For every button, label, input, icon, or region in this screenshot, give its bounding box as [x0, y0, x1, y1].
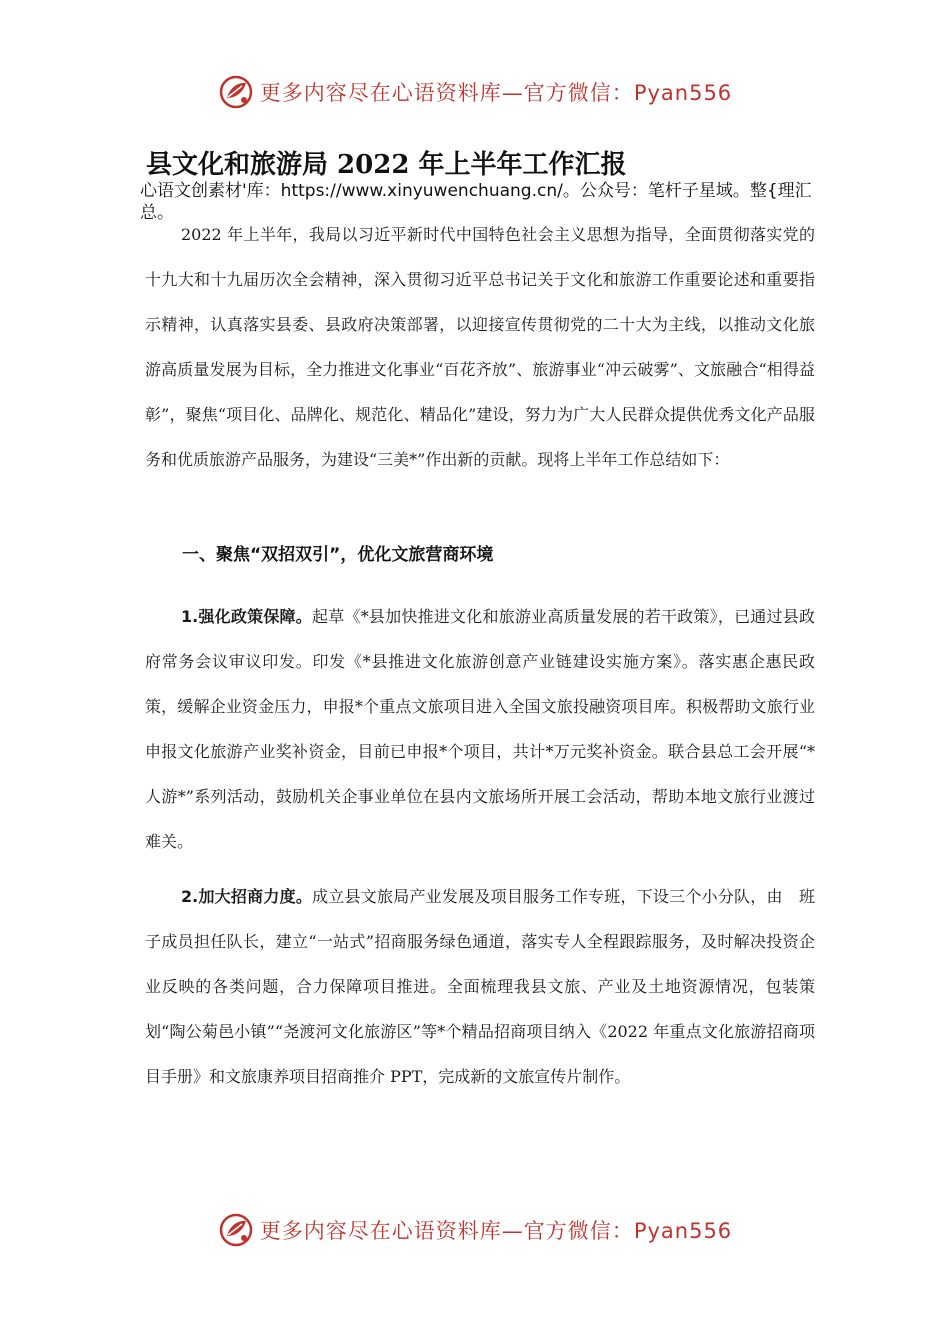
source-note: 心语文创素材'库：https://www.xinyuwenchuang.cn/。公众号：笔杆子星域。整{理汇总。	[140, 181, 812, 223]
red-leaf-logo-icon	[218, 1212, 254, 1248]
header-banner	[0, 68, 950, 116]
banner-text	[260, 1215, 732, 1245]
banner-promo-text: 更多内容尽在心语资料库—官方微信：	[259, 81, 634, 105]
banner-text	[260, 77, 732, 107]
footer-banner	[0, 1206, 950, 1254]
banner-promo-text: 更多内容尽在心语资料库—官方微信：	[259, 1219, 634, 1243]
item-2-text: 成立县文旅局产业发展及项目服务工作专班，下设三个小分队，由 班子成员担任队长，建立“一站式”招商服务绿色通道，落实专人全程跟踪服务，及时解决投资企业反映的各类问题，合力保障项目推进。全面梳理我县文旅、产业及土地资源情况，包装策划“陶公菊邑小镇”“尧渡河文化旅游区”等*个精品招商项目纳入《2022 年重点文化旅游招商项目手册》和文旅康养项目招商推介 PPT，完成新的文旅宣传片制作。	[145, 887, 815, 1086]
item-1-text: 起草《*县加快推进文化和旅游业高质量发展的若干政策》，已通过县政府常务会议审议印发。印发《*县推进文化旅游创意产业链建设实施方案》。落实惠企惠民政策，缓解企业资金压力，申报*个重点文旅项目进入全国文旅投融资项目库。积极帮助文旅行业申报文化旅游产业奖补资金，目前已申报*个项目，共计*万元奖补资金。联合县总工会开展“*人游*”系列活动，鼓励机关企事业单位在县内文旅场所开展工会活动，帮助本地文旅行业渡过难关。	[145, 607, 815, 851]
item-paragraph-2	[145, 874, 815, 1099]
intro-paragraph: 2022 年上半年，我局以习近平新时代中国特色社会主义思想为指导，全面贯彻落实党的十九大和十九届历次全会精神，深入贯彻习近平总书记关于文化和旅游工作重要论述和重要指示精神，认真落实县委、县政府决策部署，以迎接宣传贯彻党的二十大为主线，以推动文化旅游高质量发展为目标，全力推进文化事业“百花齐放”、旅游事业“冲云破雾”、文旅融合“相得益彰”，聚焦“项目化、品牌化、规范化、精品化”建设，努力为广大人民群众提供优秀文化产品服务和优质旅游产品服务，为建设“三美*”作出新的贡献。现将上半年工作总结如下：	[145, 225, 815, 469]
banner-wechat-id: Pyan556	[633, 81, 733, 105]
section-heading: 一、聚焦“双招双引”，优化文旅营商环境	[182, 545, 494, 565]
banner-wechat-id: Pyan556	[633, 1219, 733, 1243]
item-2-lead: 2.加大招商力度。	[181, 887, 313, 906]
red-leaf-logo-icon	[218, 74, 254, 110]
page-title: 县文化和旅游局 2022 年上半年工作汇报	[146, 150, 627, 180]
item-1-lead: 1.强化政策保障。	[181, 607, 313, 626]
item-paragraph-1	[145, 594, 815, 864]
